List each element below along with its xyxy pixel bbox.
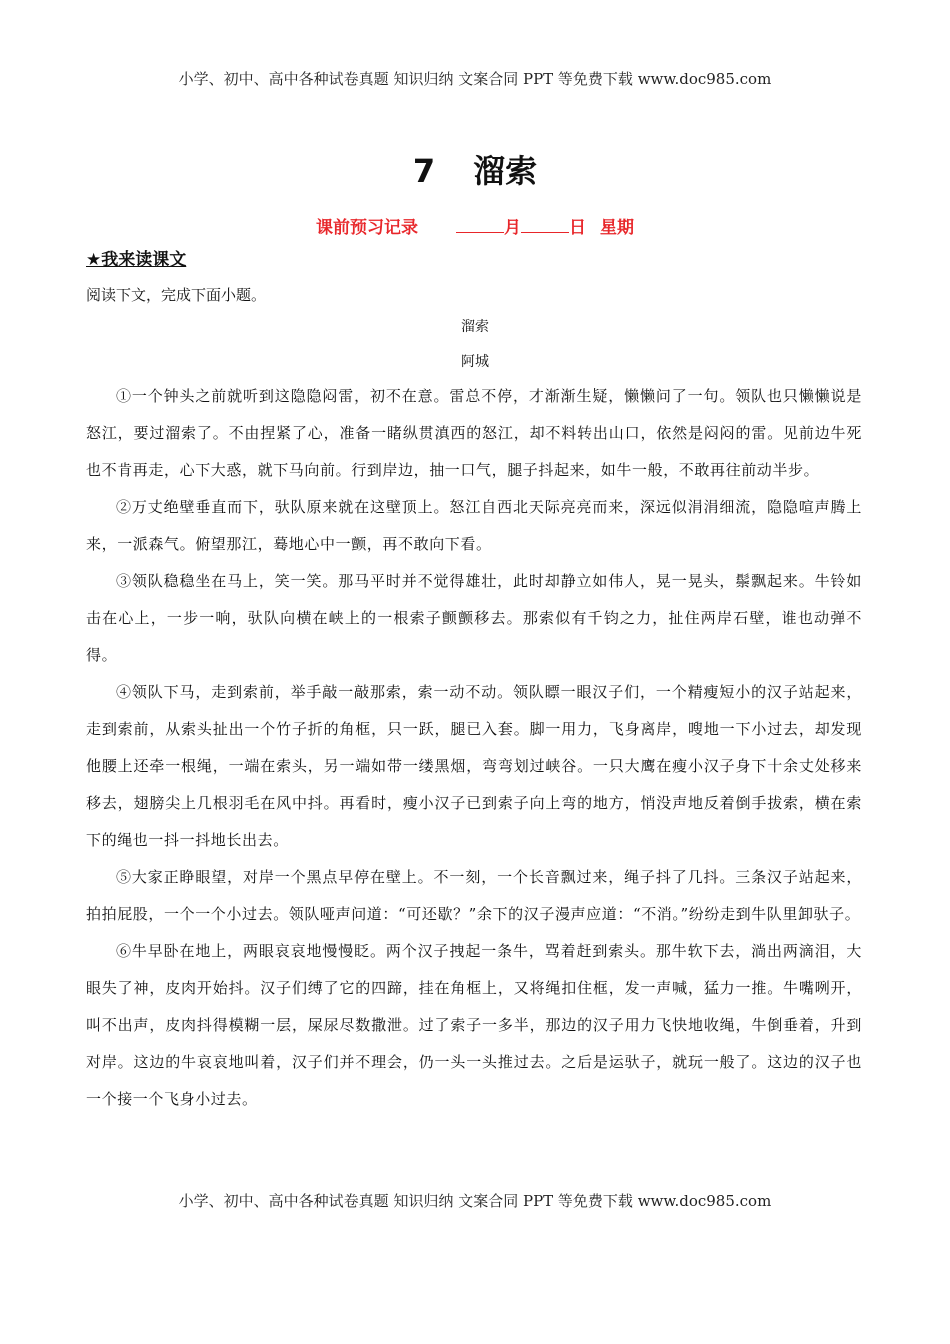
paragraph-5: ⑤大家正睁眼望，对岸一个黑点早停在壁上。不一刻，一个长音飘过来，绳子抖了几抖。三条汉子站起来，拍拍屁股，一个一个小过去。领队哑声问道：“可还歇？”余下的汉子漫声应道：“不消。”纷纷走到牛队里卸驮子。: [86, 868, 862, 923]
article-author: 阿城: [461, 354, 489, 370]
reading-instruction: 阅读下文，完成下面小题。: [86, 286, 267, 304]
day-label: 日: [569, 218, 586, 238]
page-header: 小学、初中、高中各种试卷真题 知识归纳 文案合同 PPT 等免费下载 www.doc985.com: [178, 70, 772, 88]
article-title: 溜索: [461, 319, 489, 335]
paragraph-2: ②万丈绝壁垂直而下，驮队原来就在这壁顶上。怒江自西北天际亮亮而来，深远似涓涓细流，隐隐喧声腾上来，一派森气。俯望那江，蓦地心中一颤，再不敢向下看。: [86, 498, 862, 553]
page-footer: 小学、初中、高中各种试卷真题 知识归纳 文案合同 PPT 等免费下载 www.doc985.com: [178, 1192, 772, 1210]
preview-record-line: [0, 213, 950, 238]
paragraph-3: ③领队稳稳坐在马上，笑一笑。那马平时并不觉得雄壮，此时却静立如伟人，晃一晃头，鬃飘起来。牛铃如击在心上，一步一响，驮队向横在峡上的一根索子颤颤移去。那索似有千钧之力，扯住两岸石壁，谁也动弹不得。: [86, 572, 862, 664]
lesson-name: 溜索: [473, 152, 538, 190]
month-label: 月: [504, 218, 521, 238]
paragraph-4: ④领队下马，走到索前，举手敲一敲那索，索一动不动。领队瞟一眼汉子们，一个精瘦短小的汉子站起来，走到索前，从索头扯出一个竹子折的角框，只一跃，腿已入套。脚一用力，飞身离岸，嗖地一下小过去，却发现他腰上还牵一根绳，一端在索头，另一端如带一缕黑烟，弯弯划过峡谷。一只大鹰在瘦小汉子身下十余丈处移来移去，翅膀尖上几根羽毛在风中抖。再看时，瘦小汉子已到索子向上弯的地方，悄没声地反着倒手拔索，横在索下的绳也一抖一抖地长出去。: [86, 683, 862, 849]
lesson-number: 7: [412, 152, 436, 190]
preview-label: 课前预习记录: [316, 218, 418, 238]
section-heading: ★我来读课文: [86, 250, 187, 270]
weekday-label: 星期: [600, 218, 634, 238]
month-blank[interactable]: [456, 218, 504, 233]
lesson-title: [0, 146, 950, 192]
day-blank[interactable]: [521, 218, 569, 233]
article-body: [86, 378, 862, 1118]
paragraph-1: ①一个钟头之前就听到这隐隐闷雷，初不在意。雷总不停，才渐渐生疑，懒懒问了一句。领队也只懒懒说是怒江，要过溜索了。不由捏紧了心，准备一睹纵贯滇西的怒江，却不料转出山口，依然是闷闷的雷。见前边牛死也不肯再走，心下大惑，就下马向前。行到岸边，抽一口气，腿子抖起来，如牛一般，不敢再往前动半步。: [86, 387, 862, 479]
paragraph-6: ⑥牛早卧在地上，两眼哀哀地慢慢眨。两个汉子拽起一条牛，骂着赶到索头。那牛软下去，淌出两滴泪，大眼失了神，皮肉开始抖。汉子们缚了它的四蹄，挂在角框上，又将绳扣住框，发一声喊，猛力一推。牛嘴咧开，叫不出声，皮肉抖得模糊一层，屎尿尽数撒泄。过了索子一多半，那边的汉子用力飞快地收绳，牛倒垂着，升到对岸。这边的牛哀哀地叫着，汉子们并不理会，仍一头一头推过去。之后是运驮子，就玩一般了。这边的汉子也一个接一个飞身小过去。: [86, 942, 862, 1108]
